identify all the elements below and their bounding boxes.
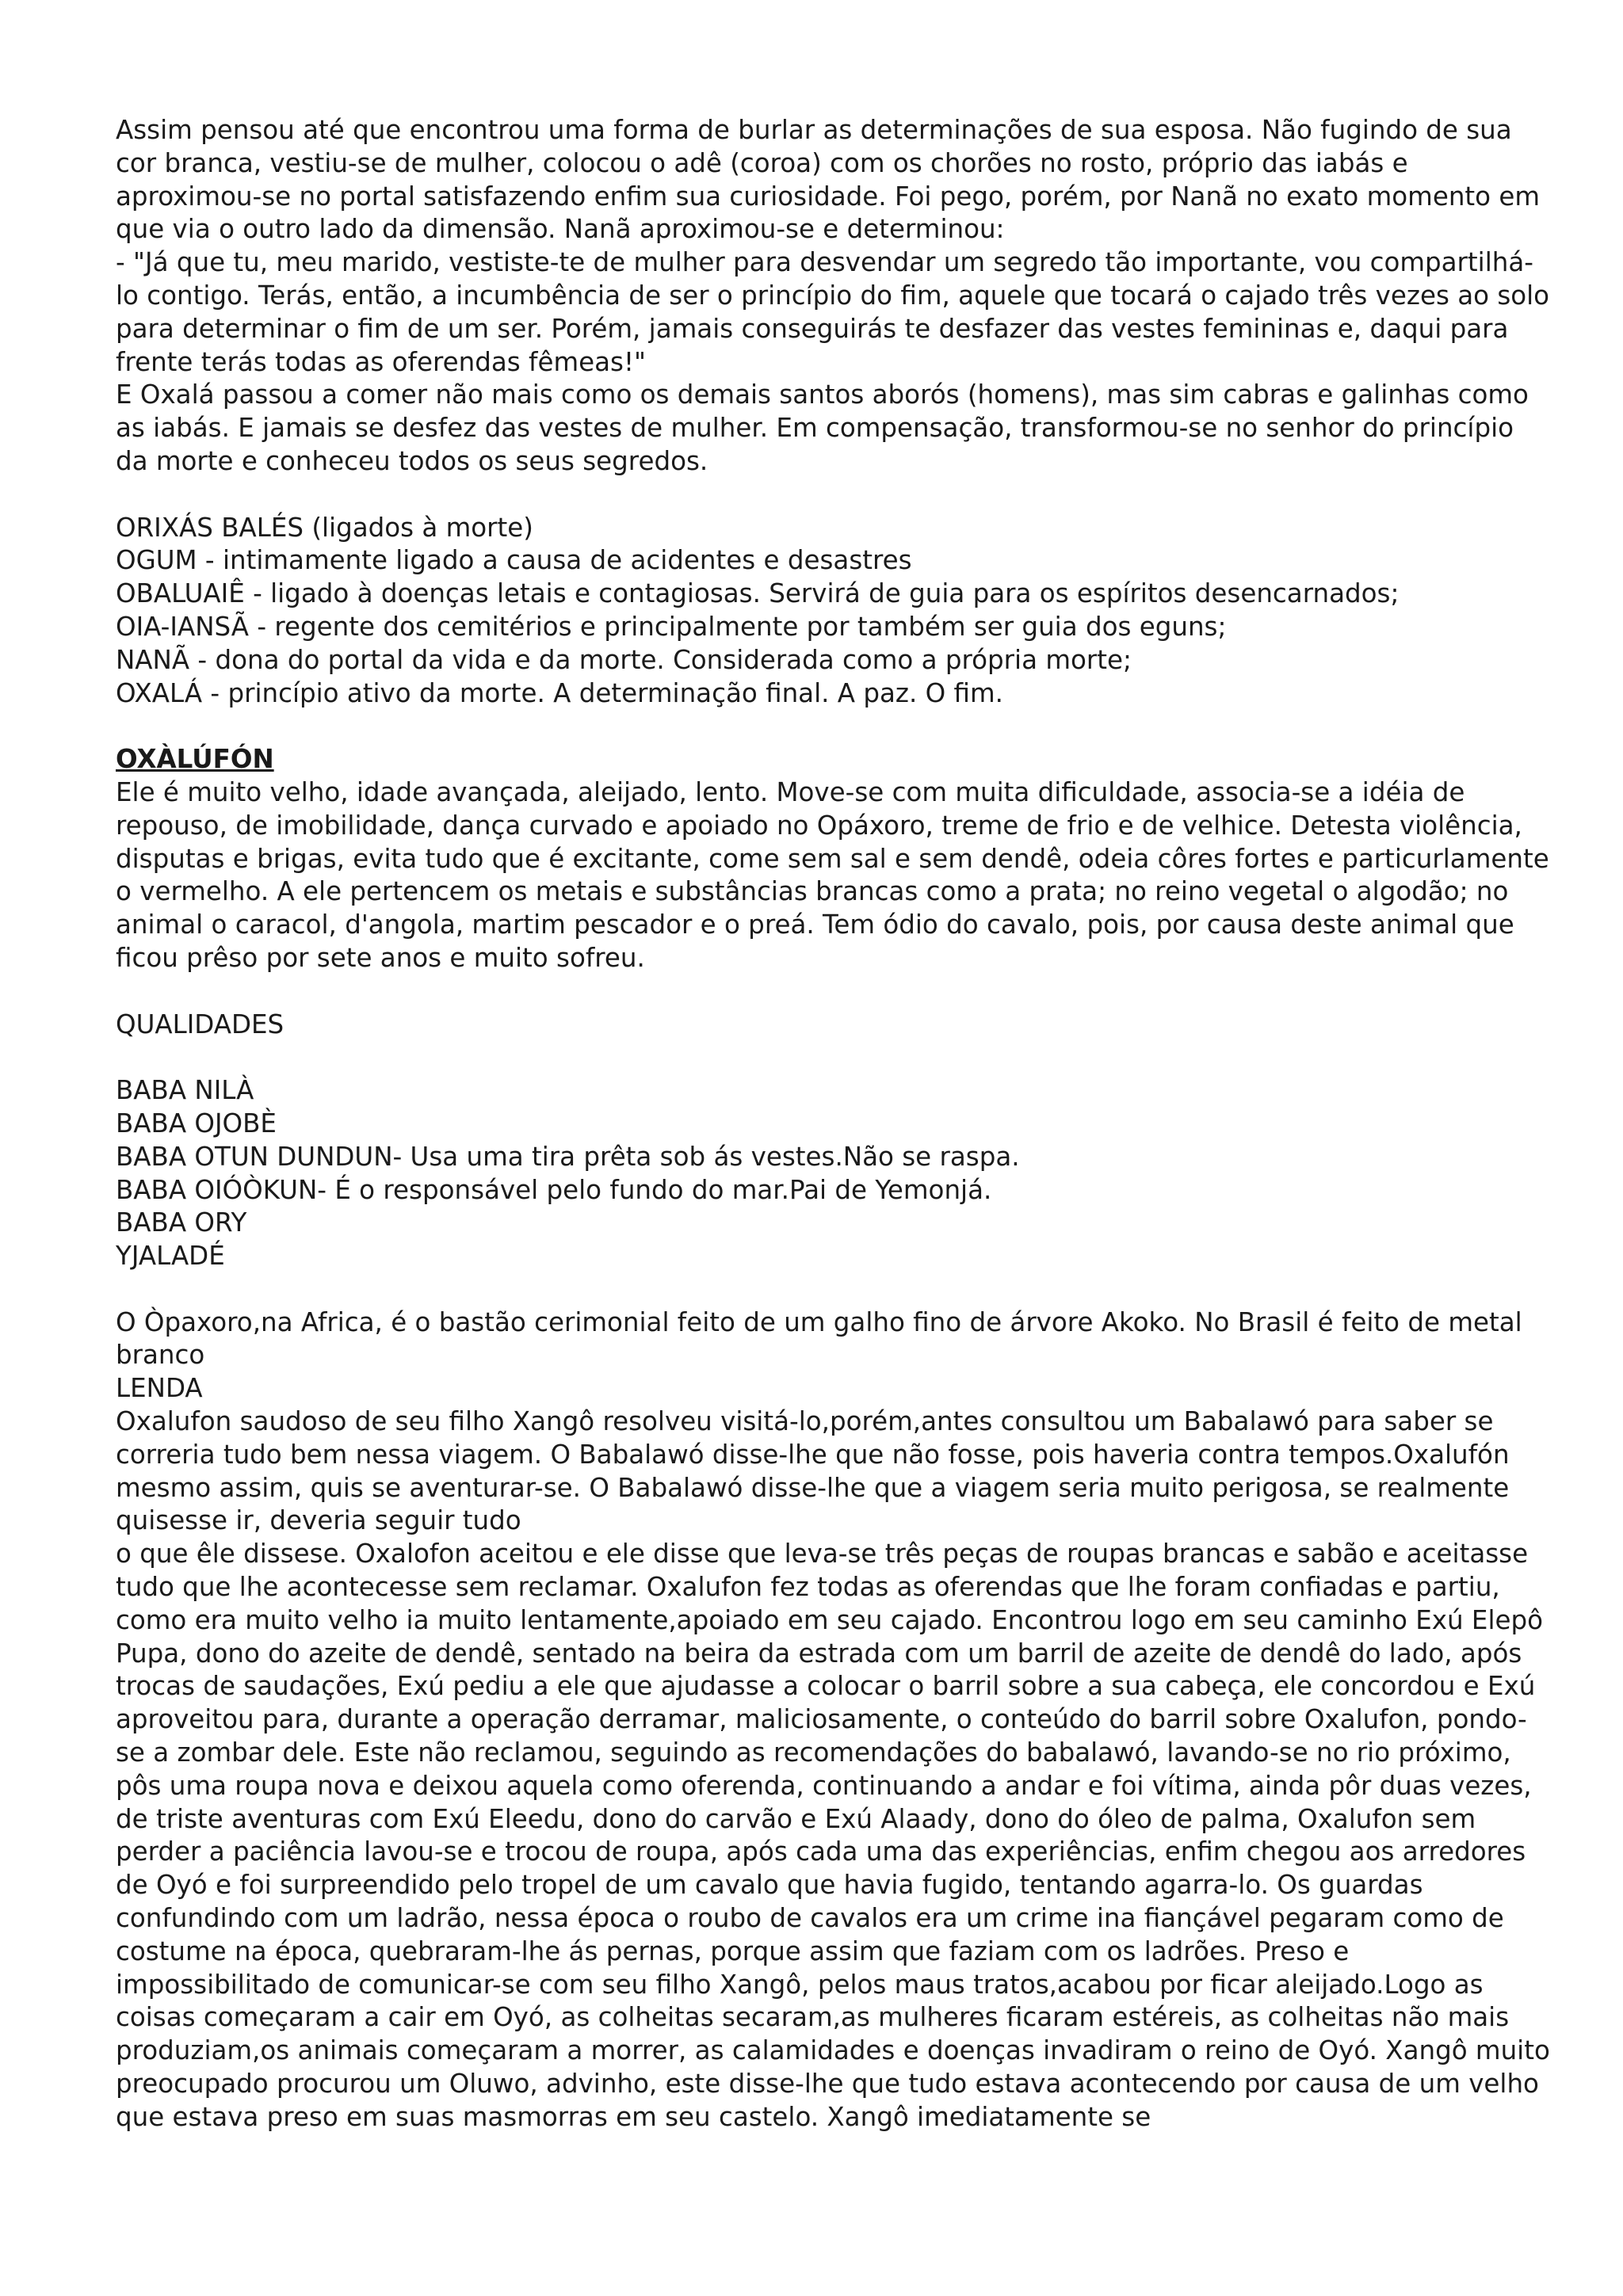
intro-paragraph-3: E Oxalá passou a comer não mais como os demais santos aborós (homens), mas sim cabras e galinhas como as iabás. E jamais se desfez das vestes de mulher. Em compensação, transformou-se no senhor do princípio da morte e conheceu todos os seus segredos. <box>116 379 1529 476</box>
oxalufon-heading: OXÀLÚFÓN <box>116 744 274 775</box>
orixa-item: OGUM - intimamente ligado a causa de acidentes e desastres <box>116 545 912 576</box>
opaxoro-paragraph: O Òpaxoro,na Africa, é o bastão cerimonial feito de um galho fino de árvore Akoko. No Brasil é feito de metal branco <box>116 1306 1522 1371</box>
orixa-item: OBALUAIÊ - ligado à doenças letais e contagiosas. Servirá de guia para os espíritos desencarnados; <box>116 578 1400 609</box>
orixa-item: OXALÁ - princípio ativo da morte. A determinação final. A paz. O fim. <box>116 677 1003 708</box>
lenda-paragraph-1: Oxalufon saudoso de seu filho Xangô resolveu visitá-lo,porém,antes consultou um Babalawó para saber se correria tudo bem nessa viagem. O Babalawó disse-lhe que não fosse, pois haveria contra tempos.Oxalufón mesmo assim, quis se aventurar-se. O Babalawó disse-lhe que a viagem seria muito perigosa, se realmente quisesse ir, deveria seguir tudo <box>116 1406 1510 1536</box>
orixas-title: ORIXÁS BALÉS (ligados à morte) <box>116 512 533 543</box>
qualidade-item: BABA ORY <box>116 1207 247 1238</box>
intro-paragraph-2: - "Já que tu, meu marido, vestiste-te de mulher para desvendar um segredo tão importante, vou compartilhá-lo contigo. Terás, então, a incumbência de ser o princípio do fim, aquele que tocará o cajado três vezes ao solo para determinar o fim de um ser. Porém, jamais conseguirás te desfazer das vestes femininas e, daqui para frente terás todas as oferendas fêmeas!" <box>116 247 1550 377</box>
lenda-paragraph-2: o que êle dissese. Oxalofon aceitou e ele disse que leva-se três peças de roupas brancas e sabão e aceitasse tudo que lhe acontecesse sem reclamar. Oxalufon fez todas as oferendas que lhe foram confiadas e partiu, como era muito velho ia muito lentamente,apoiado em seu cajado. Encontrou logo em seu caminho Exú Elepô Pupa, dono do azeite de dendê, sentado na beira da estrada com um barril de azeite de dendê do lado, após trocas de saudações, Exú pediu a ele que ajudasse a colocar o barril sobre a sua cabeça, ele concordou e Exú aproveitou para, durante a operação derramar, maliciosamente, o conteúdo do barril sobre Oxalufon, pondo-se a zombar dele. Este não reclamou, seguindo as recomendações do babalawó, lavando-se no rio próximo, pôs uma roupa nova e deixou aquela como oferenda, continuando a andar e foi vítima, ainda pôr duas vezes, de triste aventuras com Exú Eleedu, dono do carvão e Exú Alaady, dono do óleo de palma, Oxalufon sem perder a paciência lavou-se e trocou de roupa, após cada uma das experiências, enfim chegou aos arredores de Oyó e foi surpreendido pelo tropel de um cavalo que havia fugido, tentando agarra-lo. Os guardas confundindo com um ladrão, nessa época o roubo de cavalos era um crime ina fiançável pegaram como de costume na época, quebraram-lhe ás pernas, porque assim que faziam com os ladrões. Preso e impossibilitado de comunicar-se com seu filho Xangô, pelos maus tratos,acabou por ficar aleijado.Logo as coisas começaram a cair em Oyó, as colheitas secaram,as mulheres ficaram estéreis, as colheitas não mais produziam,os animais começaram a morrer, as calamidades e doenças invadiram o reino de Oyó. Xangô muito preocupado procurou um Oluwo, advinho, este disse-lhe que tudo estava acontecendo por causa de um velho que estava preso em suas masmorras em seu castelo. Xangô imediatamente se <box>116 1539 1550 2132</box>
qualidades-title: QUALIDADES <box>116 1009 285 1039</box>
qualidade-item: BABA NILÀ <box>116 1075 254 1106</box>
qualidade-item: BABA OTUN DUNDUN- Usa uma tira prêta sob ás vestes.Não se raspa. <box>116 1141 1020 1172</box>
orixa-item: OIA-IANSÃ - regente dos cemitérios e principalmente por também ser guia dos eguns; <box>116 611 1227 642</box>
oxalufon-description: Ele é muito velho, idade avançada, aleijado, lento. Move-se com muita dificuldade, associa-se a idéia de repouso, de imobilidade, dança curvado e apoiado no Opáxoro, treme de frio e de velhice. Detesta violência, disputas e brigas, evita tudo que é excitante, come sem sal e sem dendê, odeia côres fortes e particurlamente o vermelho. A ele pertencem os metais e substâncias brancas como a prata; no reino vegetal o algodão; no animal o caracol, d'angola, martim pescador e o preá. Tem ódio do cavalo, pois, por causa deste animal que ficou prêso por sete anos e muito sofreu. <box>116 776 1549 973</box>
intro-paragraph-1: Assim pensou até que encontrou uma forma de burlar as determinações de sua esposa. Não fugindo de sua cor branca, vestiu-se de mulher, colocou o adê (coroa) com os chorões no rosto, próprio das iabás e aproximou-se no portal satisfazendo enfim sua curiosidade. Foi pego, porém, por Nanã no exato momento em que via o outro lado da dimensão. Nanã aproximou-se e determinou: <box>116 115 1541 245</box>
lenda-title: LENDA <box>116 1373 203 1404</box>
qualidade-item: BABA OIÓÒKUN- É o responsável pelo fundo do mar.Pai de Yemonjá. <box>116 1174 992 1205</box>
document-page <box>116 114 1550 2134</box>
qualidade-item: BABA OJOBÈ <box>116 1108 277 1138</box>
qualidade-item: YJALADÉ <box>116 1241 225 1272</box>
orixa-item: NANÃ - dona do portal da vida e da morte. Considerada como a própria morte; <box>116 644 1132 675</box>
